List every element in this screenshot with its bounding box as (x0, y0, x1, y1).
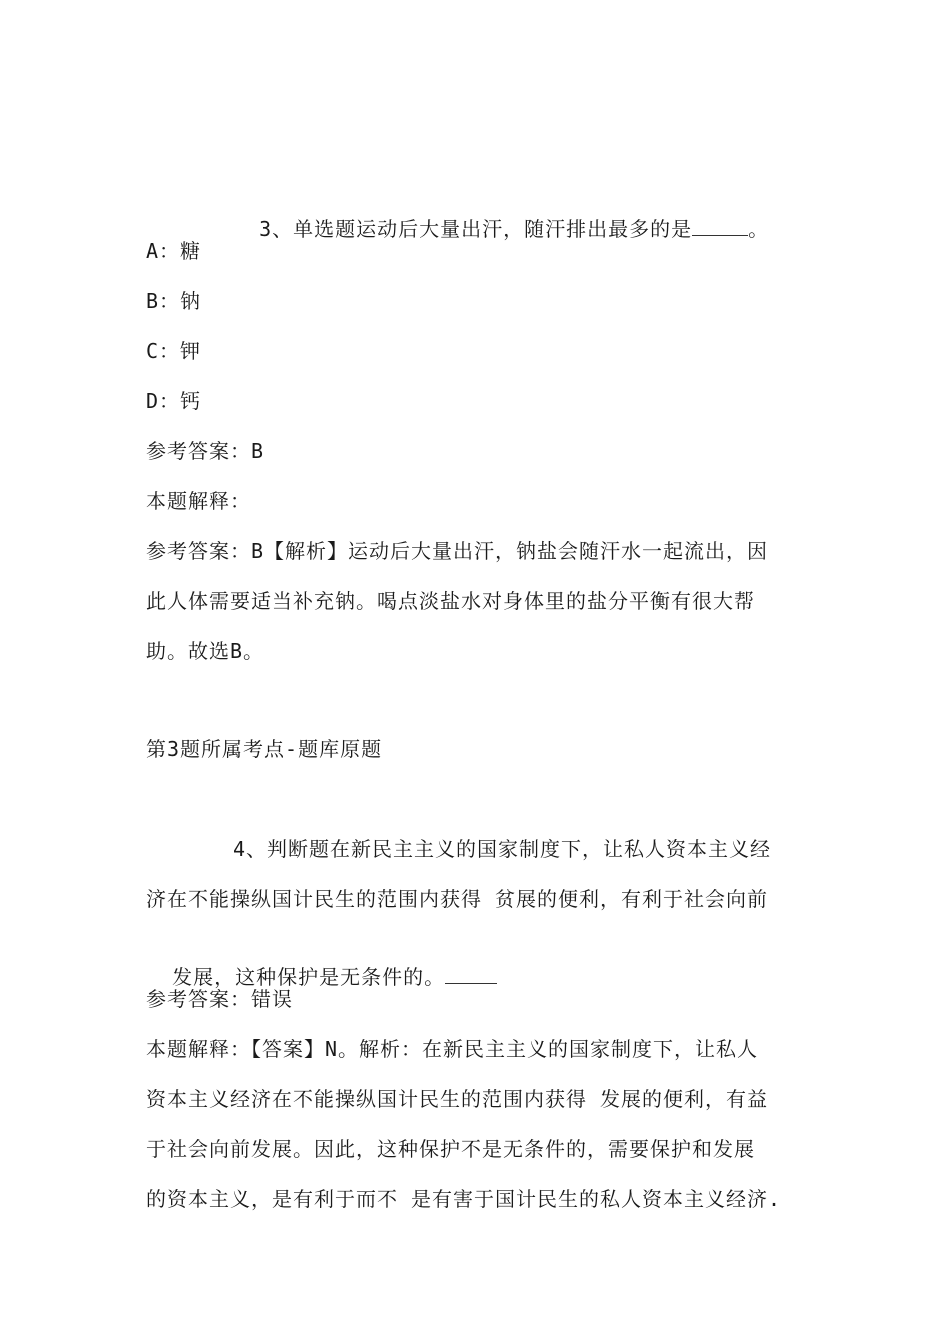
q3-option-a: A：糖 (146, 239, 202, 263)
q3-knowledge-point: 第3题所属考点-题库原题 (146, 737, 383, 761)
q4-explain-line-2: 资本主义经济在不能操纵国计民生的范围内获得 发展的便利，有益 (146, 1087, 769, 1111)
q3-explain-line-1: 参考答案：B【解析】运动后大量出汗，钠盐会随汗水一起流出，因 (146, 539, 769, 563)
q3-stem (233, 187, 769, 243)
q4-stem-line-1: 4、判断题在新民主主义的国家制度下，让私人资本主义经 (233, 837, 772, 861)
q3-explain-line-3: 助。故选B。 (146, 639, 265, 663)
q4-stem-line-3-text: 发展，这种保护是无条件的。 (172, 965, 446, 989)
q4-explain-line-1: 本题解释：【答案】N。解析：在新民主主义的国家制度下，让私人 (146, 1037, 759, 1061)
q3-answer: 参考答案：B (146, 439, 265, 463)
q4-explain-line-3: 于社会向前发展。因此，这种保护不是无条件的，需要保护和发展 (146, 1137, 755, 1161)
q3-stem-end: 。 (748, 217, 770, 241)
q3-option-d: D：钙 (146, 389, 202, 413)
q4-explain-line-4: 的资本主义，是有利于而不 是有害于国计民生的私人资本主义经济. (146, 1187, 782, 1211)
q4-answer-blank (445, 965, 497, 984)
q3-option-b: B：钠 (146, 289, 202, 313)
q3-explain-line-2: 此人体需要适当补充钠。喝点淡盐水对身体里的盐分平衡有很大帮 (146, 589, 755, 613)
q3-option-c: C：钾 (146, 339, 202, 363)
q4-answer: 参考答案：错误 (146, 987, 293, 1011)
q3-explain-label: 本题解释： (146, 489, 251, 513)
q3-answer-blank (692, 217, 748, 236)
q3-stem-text: 3、单选题运动后大量出汗，随汗排出最多的是 (259, 217, 693, 241)
q4-stem-line-2: 济在不能操纵国计民生的范围内获得 贫展的便利，有利于社会向前 (146, 887, 769, 911)
q4-stem-line-3 (146, 935, 497, 991)
